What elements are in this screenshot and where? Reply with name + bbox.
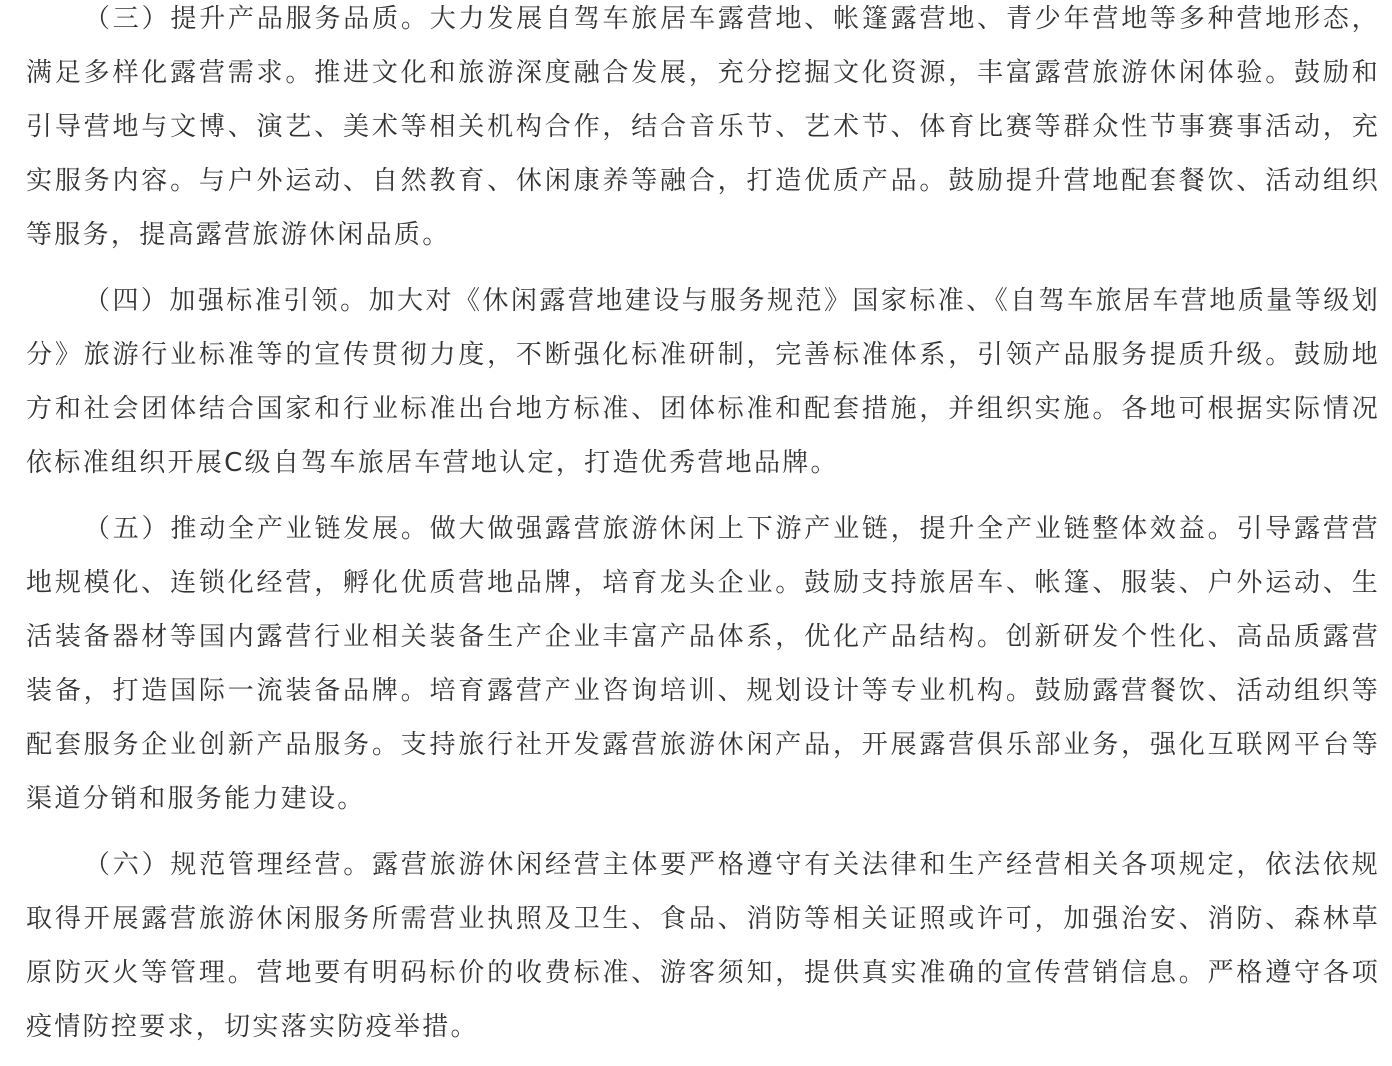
paragraph-industry-chain-development: （五）推动全产业链发展。做大做强露营旅游休闲上下游产业链，提升全产业链整体效益。引导露营营地规模化、连锁化经营，孵化优质营地品牌，培育龙头企业。鼓励支持旅居车、帐篷、服装、户外运动、生活装备器材等国内露营行业相关装备生产企业丰富产品体系，优化产品结构。创新研发个性化、高品质露营装备，打造国际一流装备品牌。培育露营产业咨询培训、规划设计等专业机构。鼓励露营餐饮、活动组织等配套服务企业创新产品服务。支持旅行社开发露营旅游休闲产品，开展露营俱乐部业务，强化互联网平台等渠道分销和服务能力建设。 [26, 514, 1380, 814]
article-body [26, 0, 1380, 1066]
paragraph-management-operation: （六）规范管理经营。露营旅游休闲经营主体要严格遵守有关法律和生产经营相关各项规定，依法依规取得开展露营旅游休闲服务所需营业执照及卫生、食品、消防等相关证照或许可，加强治安、消防、森林草原防灭火等管理。营地要有明码标价的收费标准、游客须知，提供真实准确的宣传营销信息。严格遵守各项疫情防控要求，切实落实防疫举措。 [26, 850, 1380, 1042]
paragraph-product-service-quality: （三）提升产品服务品质。大力发展自驾车旅居车露营地、帐篷露营地、青少年营地等多种营地形态，满足多样化露营需求。推进文化和旅游深度融合发展，充分挖掘文化资源，丰富露营旅游休闲体验。鼓励和引导营地与文博、演艺、美术等相关机构合作，结合音乐节、艺术节、体育比赛等群众性节事赛事活动，充实服务内容。与户外运动、自然教育、休闲康养等融合，打造优质产品。鼓励提升营地配套餐饮、活动组织等服务，提高露营旅游休闲品质。 [26, 4, 1380, 250]
paragraph-standards-guidance: （四）加强标准引领。加大对《休闲露营地建设与服务规范》国家标准、《自驾车旅居车营地质量等级划分》旅游行业标准等的宣传贯彻力度，不断强化标准研制，完善标准体系，引领产品服务提质升级。鼓励地方和社会团体结合国家和行业标准出台地方标准、团体标准和配套措施，并组织实施。各地可根据实际情况依标准组织开展C级自驾车旅居车营地认定，打造优秀营地品牌。 [26, 286, 1380, 478]
